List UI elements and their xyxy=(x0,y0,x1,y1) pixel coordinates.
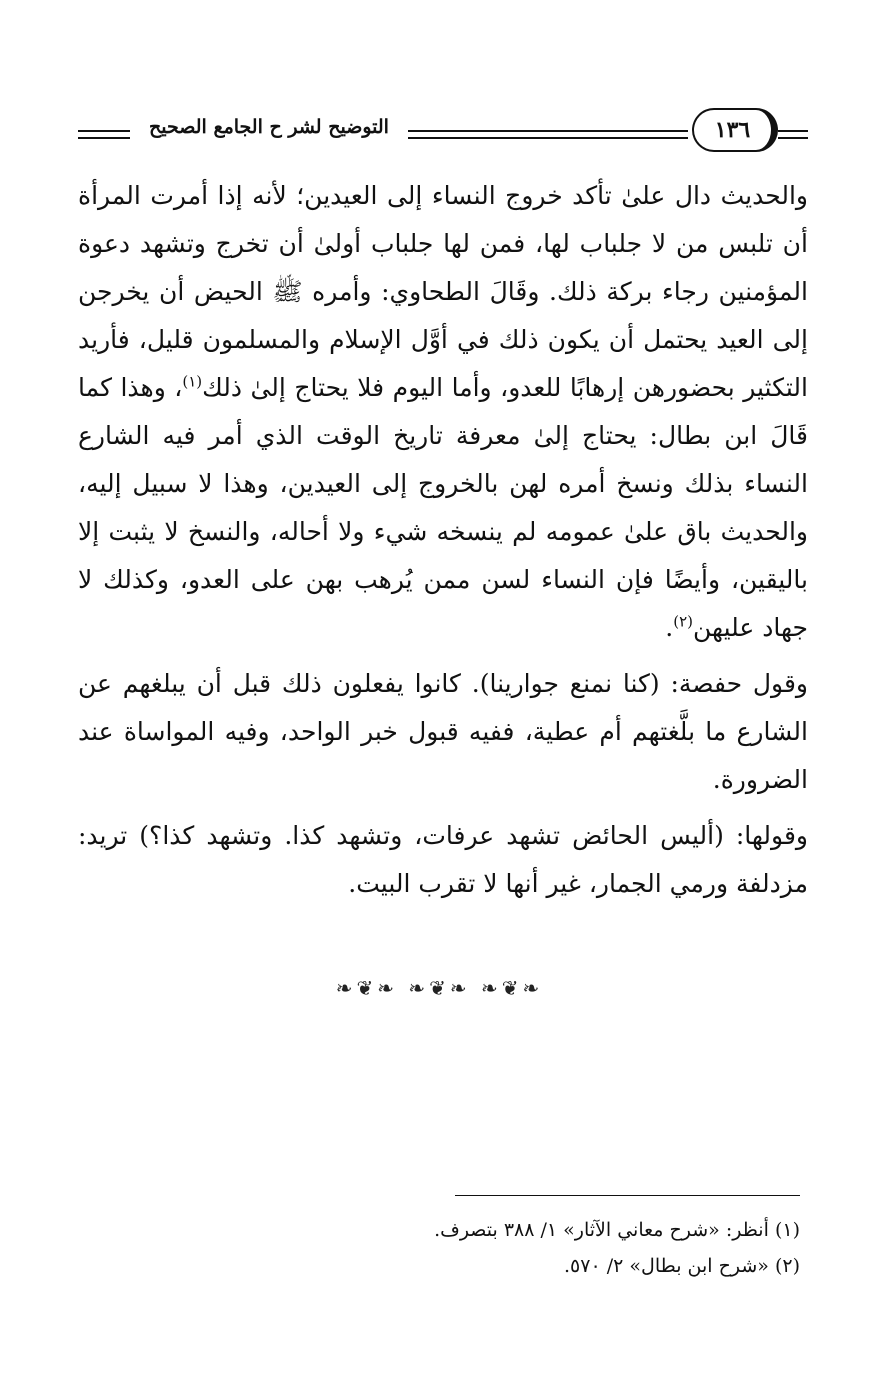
section-ornament: ❧❦❧ ❧❦❧ ❧❦❧ xyxy=(335,976,544,1000)
header-rule-middle xyxy=(408,130,688,139)
header-rule-right xyxy=(778,130,808,139)
page-number: ١٣٦ xyxy=(692,108,778,152)
paragraph-1-part-2: ، وهذا كما قَالَ ابن بطال: يحتاج إلىٰ معرفة تاريخ الوقت الذي أمر فيه الشارع النساء بذلك ونسخ أمره لهن بالخروج إلى العيدين، وهذا لا سبيل إليه، والحديث باق علىٰ عمومه لم ينسخه شيء ولا أحاله، والنسخ لا يثبت إلا باليقين، وأيضًا فإن النساء لسن ممن يُرهب بهن على العدو، وكذلك لا جهاد عليهن xyxy=(78,373,808,642)
footnote-2-number: (٢) xyxy=(774,1255,800,1277)
main-text xyxy=(78,172,808,908)
footnote-separator xyxy=(455,1195,800,1196)
paragraph-1-part-3: . xyxy=(665,613,674,642)
footnote-1 xyxy=(300,1212,800,1248)
footnotes xyxy=(300,1212,800,1284)
paragraph-2: وقول حفصة: (كنا نمنع جوارينا). كانوا يفعلون ذلك قبل أن يبلغهم عن الشارع ما بلَّغتهم أم عطية، ففيه قبول خبر الواحد، وفيه المواساة عند الضرورة. xyxy=(78,669,808,794)
header-rule-left xyxy=(78,130,130,139)
footnote-ref-1[interactable]: (١) xyxy=(182,372,203,391)
page-header xyxy=(78,108,808,158)
footnote-1-number: (١) xyxy=(774,1219,800,1241)
running-title: التوضيح لشر ح الجامع الصحيح xyxy=(149,116,389,138)
footnote-1-text: أنظر: «شرح معاني الآثار» ١/ ٣٨٨ بتصرف. xyxy=(434,1219,769,1241)
paragraph-1 xyxy=(78,172,808,652)
footnote-2-text: «شرح ابن بطال» ٢/ ٥٧٠. xyxy=(564,1255,769,1277)
paragraph-3: وقولها: (أليس الحائض تشهد عرفات، وتشهد كذا. وتشهد كذا؟) تريد: مزدلفة ورمي الجمار، غير أنها لا تقرب البيت. xyxy=(78,821,808,898)
footnote-2 xyxy=(300,1248,800,1284)
footnote-ref-2[interactable]: (٢) xyxy=(673,612,694,631)
paragraph-1-part-1: والحديث دال علىٰ تأكد خروج النساء إلى العيدين؛ لأنه إذا أمرت المرأة أن تلبس من لا جلباب لها، فمن لها جلباب أولىٰ أن تخرج وتشهد دعوة المؤمنين رجاء بركة ذلك. وقَالَ الطحاوي: وأمره ﷺ الحيض أن يخرجن إلى العيد يحتمل أن يكون ذلك في أوَّل الإسلام والمسلمون قليل، فأريد التكثير بحضورهن إرهابًا للعدو، وأما اليوم فلا يحتاج إلىٰ ذلك xyxy=(78,181,808,402)
